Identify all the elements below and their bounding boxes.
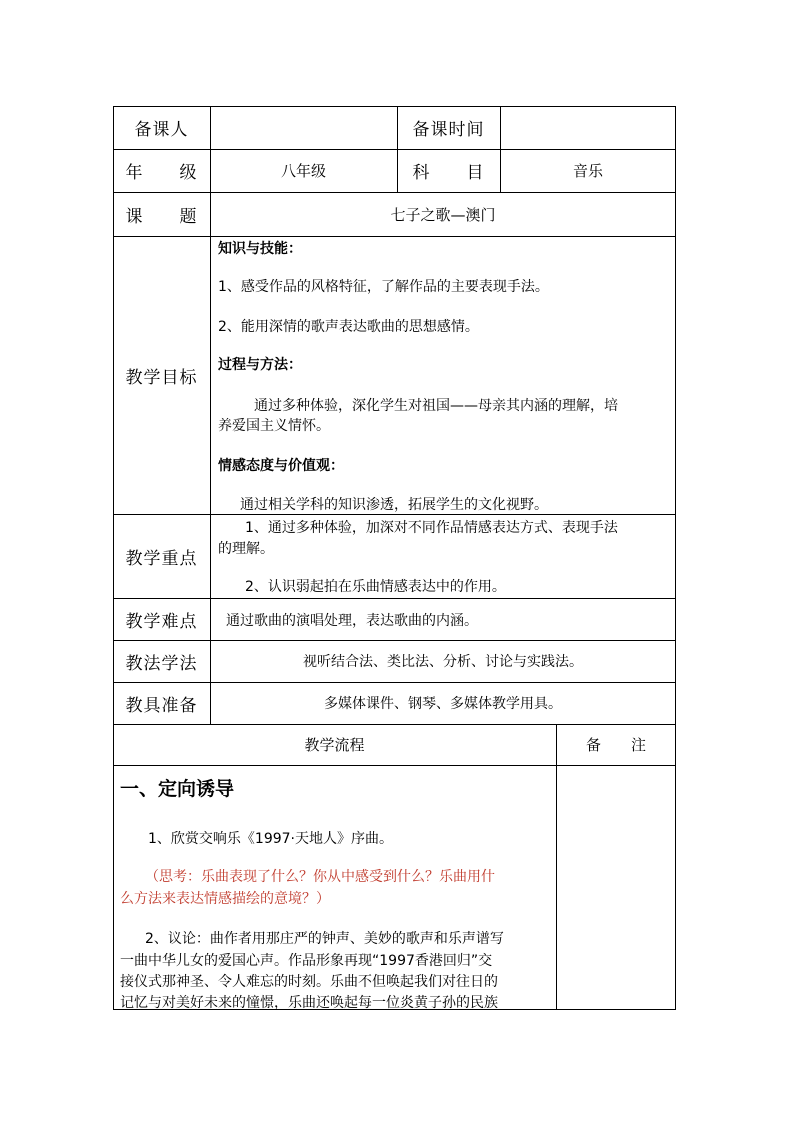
subject-value: 音乐 [572, 162, 603, 180]
subject-label: 科 目 [412, 163, 485, 183]
discussion-line-2: 一曲中华儿女的爱国心声。作品形象再现“1997香港回归”交 [120, 953, 493, 969]
knowledge-heading: 知识与技能： [218, 241, 302, 257]
tools-label: 教具准备 [125, 695, 198, 716]
topic-label: 课 题 [125, 206, 198, 227]
emotion-heading: 情感态度与价值观： [218, 458, 344, 474]
process-header: 教学流程 [304, 736, 365, 754]
grade-label: 年 级 [125, 163, 198, 183]
remarks-cell [557, 766, 675, 1009]
tools-text: 多媒体课件、钢琴、多媒体教学用具。 [324, 696, 562, 712]
discussion-line-4: 记忆与对美好未来的憧憬，乐曲还唤起每一位炎黄子孙的民族 [120, 995, 498, 1011]
knowledge-item-1: 1、感受作品的风格特征，了解作品的主要表现手法。 [218, 279, 549, 295]
discussion-line-3: 接仪式那神圣、令人难忘的时刻。乐曲不但唤起我们对往日的 [120, 974, 498, 990]
methods-label: 教法学法 [125, 653, 198, 674]
discussion-line-1: 2、议论：曲作者用那庄严的钟声、美妙的歌声和乐声谱写 [145, 931, 504, 947]
difficulty-text: 通过歌曲的演唱处理，表达歌曲的内涵。 [226, 613, 478, 629]
key-point-line-3: 2、认识弱起拍在乐曲情感表达中的作用。 [245, 579, 506, 595]
section-1-title: 一、定向诱导 [120, 778, 235, 800]
preparer-value [210, 106, 397, 149]
methods-text: 视听结合法、类比法、分析、讨论与实践法。 [303, 654, 583, 670]
key-point-line-2: 的理解。 [218, 541, 274, 557]
key-points-label: 教学重点 [125, 548, 198, 569]
objectives-label: 教学目标 [125, 367, 198, 388]
prep-time-value [500, 106, 676, 149]
process-text-line-2: 养爱国主义情怀。 [218, 418, 330, 434]
process-heading: 过程与方法： [218, 357, 302, 373]
remarks-header: 备 注 [585, 736, 646, 754]
preparer-label: 备课人 [134, 120, 189, 140]
process-item-1: 1、欣赏交响乐《1997·天地人》序曲。 [148, 831, 393, 847]
difficulty-label: 教学难点 [125, 611, 198, 632]
emotion-text: 通过相关学科的知识渗透，拓展学生的文化视野。 [240, 497, 548, 513]
knowledge-item-2: 2、能用深情的歌声表达歌曲的思想感情。 [218, 319, 479, 335]
process-text-line-1: 通过多种体验，深化学生对祖国——母亲其内涵的理解，培 [254, 398, 618, 414]
prep-time-label: 备课时间 [412, 120, 485, 140]
grade-value: 八年级 [280, 162, 326, 180]
think-question-line-1: （思考：乐曲表现了什么？你从中感受到什么？乐曲用什 [145, 869, 495, 885]
think-question-line-2: 么方法来表达情感描绘的意境？） [120, 891, 330, 907]
topic-value: 七子之歌—澳门 [390, 205, 496, 224]
key-point-line-1: 1、通过多种体验，加深对不同作品情感表达方式、表现手法 [245, 520, 618, 536]
